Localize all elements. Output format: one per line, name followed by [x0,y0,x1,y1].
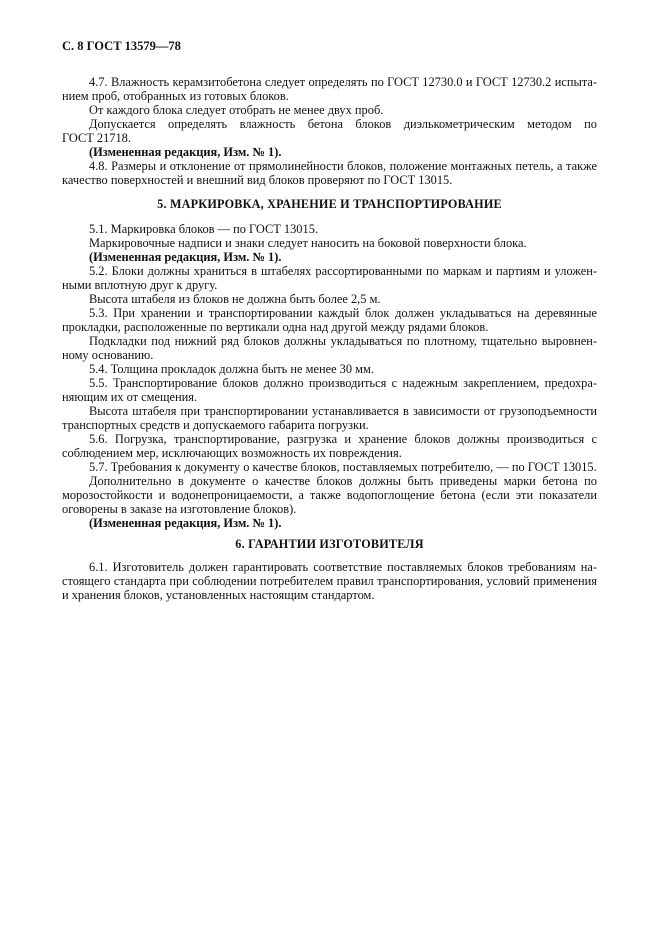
text-line: 4.8. Размеры и отклонение от прямолинейности блоков, положение монтажных петель, а также [89,159,597,173]
text-line: 5.6. Погрузка, транспортирование, разгрузка и хранение блоков должны производиться с [89,432,597,446]
text-line: 5.2. Блоки должны храниться в штабелях рассортированными по маркам и партиям и уложен- [89,264,597,278]
paragraph [62,117,597,145]
text-line: няющим их от смещения. [62,390,198,404]
text-line: ГОСТ 21718. [62,131,131,145]
text-line: 6.1. Изготовитель должен гарантировать соответствие поставляемых блоков требованиям на- [89,560,597,574]
text-line: Высота штабеля при транспортировании устанавливается в зависимости от грузоподъемности [89,404,597,418]
paragraph [62,474,597,516]
text-line: качество поверхностей и внешний вид блоков проверяют по ГОСТ 13015. [62,173,453,187]
paragraph [62,460,597,474]
text-line: (Измененная редакция, Изм. № 1). [89,250,282,264]
paragraph [62,292,597,306]
text-line: 5.1. Маркировка блоков — по ГОСТ 13015. [89,222,318,236]
document-body [62,75,597,602]
paragraph [62,560,597,602]
paragraph [62,264,597,292]
text-line: и хранения блоков, установленных настоящим стандартом. [62,588,375,602]
text-line: соблюдением мер, исключающих возможность их повреждения. [62,446,402,460]
text-line: Маркировочные надписи и знаки следует наносить на боковой поверхности блока. [89,236,527,250]
amendment-note [62,145,597,159]
text-line: От каждого блока следует отобрать не менее двух проб. [89,103,384,117]
text-line: ными вплотную друг к другу. [62,278,218,292]
text-line: 5.4. Толщина прокладок должна быть не менее 30 мм. [89,362,374,376]
text-line: стоящего стандарта при соблюдении потребителем правил транспортирования, условий применения [62,574,597,588]
paragraph [62,306,597,334]
paragraph [62,362,597,376]
text-line: ному основанию. [62,348,154,362]
paragraph [62,404,597,432]
text-line: морозостойкости и водонепроницаемости, а также водопоглощение бетона (если эти показатели [62,488,597,502]
paragraph [62,75,597,103]
page-header: С. 8 ГОСТ 13579—78 [62,39,181,53]
paragraph [62,236,597,250]
text-line: Допускается определять влажность бетона блоков диэлькометрическим методом по [89,117,597,131]
text-line: транспортных средств и допускаемого габарита погрузки. [62,418,369,432]
section-heading: 6. ГАРАНТИИ ИЗГОТОВИТЕЛЯ [235,537,424,551]
text-line: (Измененная редакция, Изм. № 1). [89,516,282,530]
text-line: оговорены в заказе на изготовление блоков). [62,502,297,516]
section-heading: 5. МАРКИРОВКА, ХРАНЕНИЕ И ТРАНСПОРТИРОВАНИЕ [157,197,502,211]
paragraph [62,103,597,117]
text-line: нием проб, отобранных из готовых блоков. [62,89,289,103]
text-line: Подкладки под нижний ряд блоков должны укладываться по плотному, тщательно выровнен- [89,334,597,348]
text-line: (Измененная редакция, Изм. № 1). [89,145,282,159]
paragraph [62,432,597,460]
text-line: 5.7. Требования к документу о качестве блоков, поставляемых потребителю, — по ГОСТ 13015. [89,460,597,474]
paragraph [62,334,597,362]
amendment-note [62,250,597,264]
text-line: 5.5. Транспортирование блоков должно производиться с надежным закреплением, предохра- [89,376,597,390]
text-line: Дополнительно в документе о качестве блоков должны быть приведены марки бетона по [89,474,597,488]
paragraph [62,159,597,187]
paragraph [62,376,597,404]
text-line: Высота штабеля из блоков не должна быть более 2,5 м. [89,292,381,306]
text-line: прокладки, расположенные по вертикали одна над другой между рядами блоков. [62,320,489,334]
text-line: 4.7. Влажность керамзитобетона следует определять по ГОСТ 12730.0 и ГОСТ 12730.2 испыта- [89,75,597,89]
text-line: 5.3. При хранении и транспортировании каждый блок должен укладываться на деревянные [89,306,597,320]
paragraph [62,222,597,236]
amendment-note [62,516,597,530]
